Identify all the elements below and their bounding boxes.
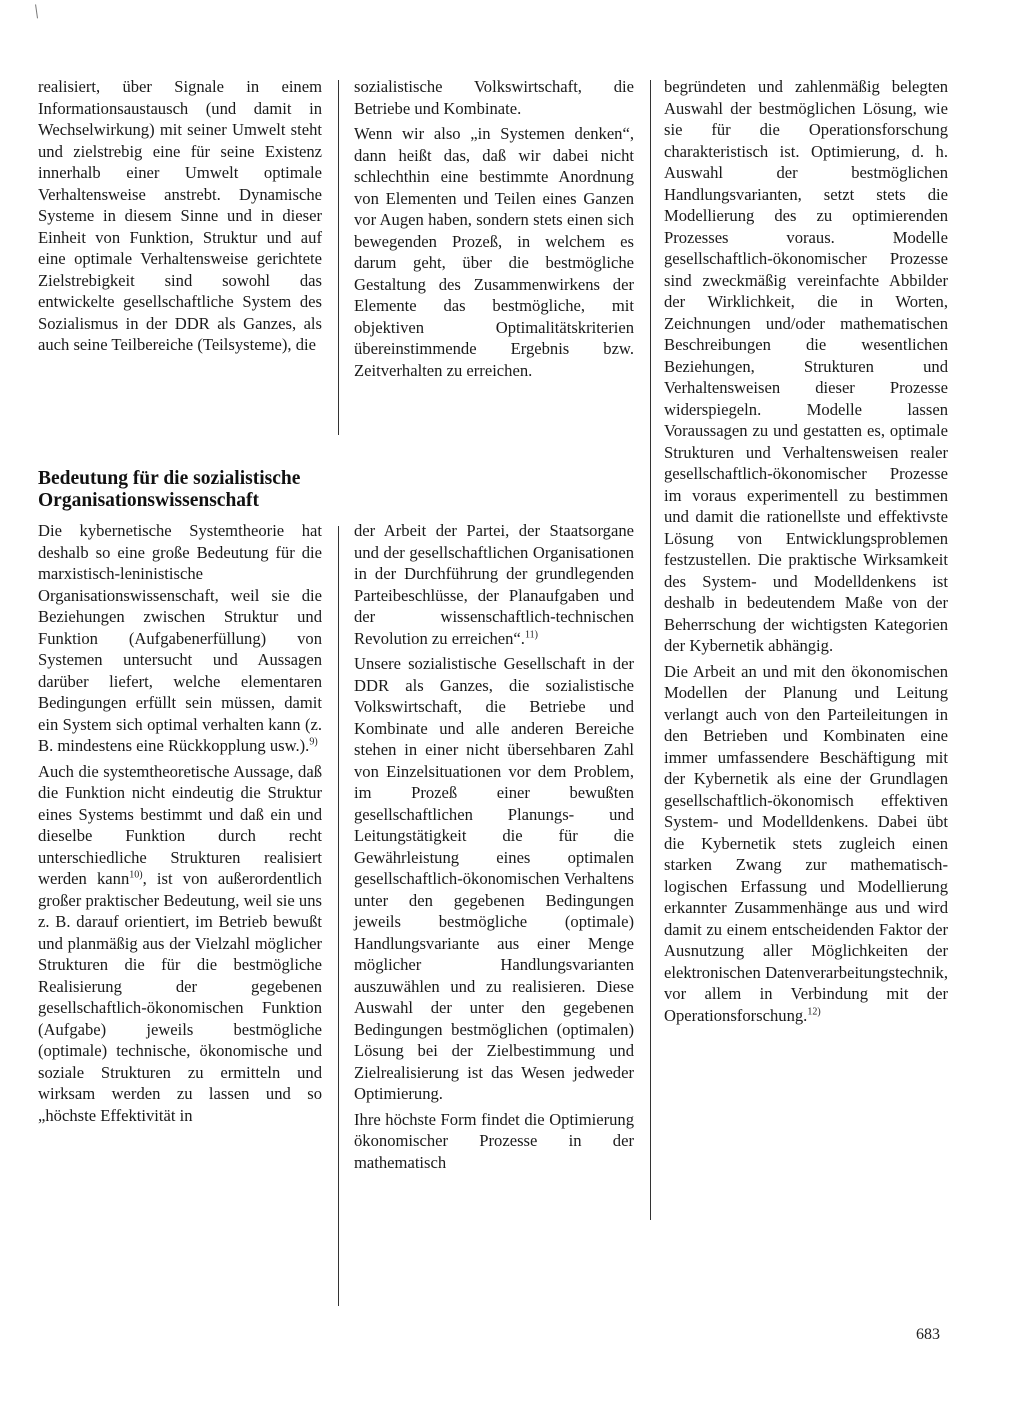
paragraph (664, 661, 948, 1027)
paragraph: begründeten und zahlenmäßig belegten Auswahl der bestmöglichen Lösung, wie sie für die Operationsforschung charakteristisch ist. Optimierung, d. h. Auswahl der bestmöglichen Handlungsvarianten, setzt stets die Modellierung des zu optimierenden Prozesses voraus. Modelle gesellschaftlich-ökonomischer Prozesse sind zweckmäßig vereinfachte Abbilder der Wirklichkeit, die in Worten, Zeichnungen und/oder mathematischen Beschreibungen die wesentlichen Beziehungen, Strukturen und Verhaltensweisen dieser Prozesse widerspiegeln. Modelle lassen Voraussagen zu und gestatten es, optimale Strukturen und Verhaltensweisen realer gesellschaftlich-ökonomischer Prozesse im voraus experimentell zu bestimmen und damit die rationellste und effektivste Lösung von Entwicklungsproblemen festzustellen. Die praktische Wirksamkeit des System- und Modelldenkens ist deshalb in bedeutendem Maße von der Beherrschung der wichtigsten Kategorien der Kybernetik abhängig. (664, 77, 948, 655)
paragraph-text: der Arbeit der Partei, der Staatsorgane und der gesellschaftlichen Organisationen in der Durchführung der grundlegenden Parteibeschlüsse, der Planaufgaben und der wissenschaftlich-technischen Revolution zu erreichen“. (354, 521, 634, 648)
heading-line-2: Organisationswissenschaft (38, 490, 260, 511)
top-middle-column (354, 76, 634, 381)
column-rule-right (650, 80, 651, 1220)
scan-margin-mark (35, 4, 44, 19)
footnote-ref: 12) (807, 1005, 821, 1017)
paragraph: realisiert, über Signale in einem Informationsaustausch (und damit in Wechselwirkung) mit seiner Umwelt steht und zielstrebig eine für seine Existenz innerhalb einer Umwelt optimale Verhaltensweise anstrebt. Dynamische Systeme in diesem Sinne und in dieser Einheit von Funktion, Struktur und auf eine optimale Verhaltensweise gerichtete Zielstrebigkeit sind sowohl das entwickelte gesellschaftliche System des Sozialismus in der DDR als Ganzes, als auch seine Teilbereiche (Teilsysteme), die (38, 77, 322, 354)
paragraph (38, 761, 322, 1127)
paragraph (354, 520, 634, 649)
top-left-column (38, 76, 322, 356)
footnote-ref: 10) (129, 869, 143, 881)
right-column (664, 76, 948, 1026)
column-rule-top-1 (338, 80, 339, 435)
section-heading (38, 468, 638, 512)
footnote-ref: 11) (524, 628, 538, 640)
footnote-ref: 9) (309, 736, 318, 748)
paragraph (38, 520, 322, 757)
bottom-middle-column (354, 520, 634, 1173)
paragraph: sozialistische Volkswirtschaft, die Betriebe und Kombinate. (354, 77, 634, 118)
paragraph-text: , ist von außerordentlich großer praktischer Bedeutung, weil sie uns z. B. darauf orientiert, im Betrieb bewußt und planmäßig aus der Vielzahl möglicher Strukturen die für die bestmögliche Realisierung der gegebenen gesellschaftlich-ökonomischen Funktion (Aufgabe) jeweils bestmögliche (optimale) technische, ökonomische und soziale Strukturen zu ermitteln und wirksam werden zu lassen und so „höchste Effektivität in (38, 869, 322, 1125)
paragraph: Ihre höchste Form findet die Optimierung ökonomischer Prozesse in der mathematisch (354, 1109, 634, 1172)
paragraph-text: Auch die systemtheoretische Aussage, daß die Funktion nicht eindeutig die Struktur eines Systems bestimmt und daß ein und dieselbe Funktion durch recht unterschiedliche Strukturen realisiert werden kann (38, 761, 322, 888)
page-number: 683 (916, 1326, 940, 1343)
column-rule-bottom-1 (338, 526, 339, 1306)
heading-line-1: Bedeutung für die sozialistische (38, 468, 301, 489)
paragraph-text: Die kybernetische Systemtheorie hat deshalb so eine große Bedeutung für die marxistisch-leninistische Organisationswissenschaft, weil sie die Beziehungen zwischen Struktur und Funktion (Aufgabenerfüllung) von Systemen untersucht und Aussagen darüber liefert, welche elementaren Bedingungen erfüllt sein müssen, damit ein System sich optimal verhalten kann (z. B. mindestens eine Rückkopplung usw.). (38, 521, 322, 755)
bottom-left-column (38, 520, 322, 1126)
paragraph: Wenn wir also „in Systemen denken“, dann heißt das, daß wir dabei nicht schlechthin eine bestimmte Anordnung von Elementen und Teilen eines Ganzen vor Augen haben, sondern stets einen sich bewegenden Prozeß, in welchem es darum geht, über die bestmögliche Gestaltung des Zusammenwirkens der Elemente das bestmögliche, mit objektiven Optimalitätskriterien übereinstimmende Ergebnis bzw. Zeitverhalten zu erreichen. (354, 124, 634, 380)
paragraph-text: Die Arbeit an und mit den ökonomischen Modellen der Planung und Leitung verlangt auch von den Parteileitungen in den Betrieben und Kombinaten eine immer umfassendere Beschäftigung mit der Kybernetik als eine der Grundlagen gesellschaftlich-ökonomisch effektiven System- und Modelldenkens. Dabei übt die Kybernetik stets zugleich einen starken Zwang zur mathematisch-logischen Erfassung und Modellierung erkannter Zusammenhänge aus und wird damit zu einem entscheidenden Faktor der Ausnutzung aller Möglichkeiten der elektronischen Datenverarbeitungstechnik, vor allem in Verbindung mit der Operationsforschung. (664, 661, 948, 1025)
paragraph: Unsere sozialistische Gesellschaft in der DDR als Ganzes, die sozialistische Volkswirtschaft, die Betriebe und Kombinate und alle anderen Bereiche stehen in einer nicht übersehbaren Zahl von Einzelsituationen vor dem Problem, im Prozeß einer bewußten gesellschaftlichen Planungs- und Leitungstätigkeit die für die Gewährleistung eines optimalen gesellschaftlich-ökonomischen Verhaltens unter den gegebenen Bedingungen jeweils bestmögliche (optimale) Handlungsvariante aus einer Menge möglicher Handlungsvarianten auszuwählen und zu realisieren. Diese Auswahl der unter den gegebenen Bedingungen bestmöglichen (optimalen) Lösung bei der Zielbestimmung und Zielrealisierung ist das Wesen jedweder Optimierung. (354, 654, 634, 1103)
